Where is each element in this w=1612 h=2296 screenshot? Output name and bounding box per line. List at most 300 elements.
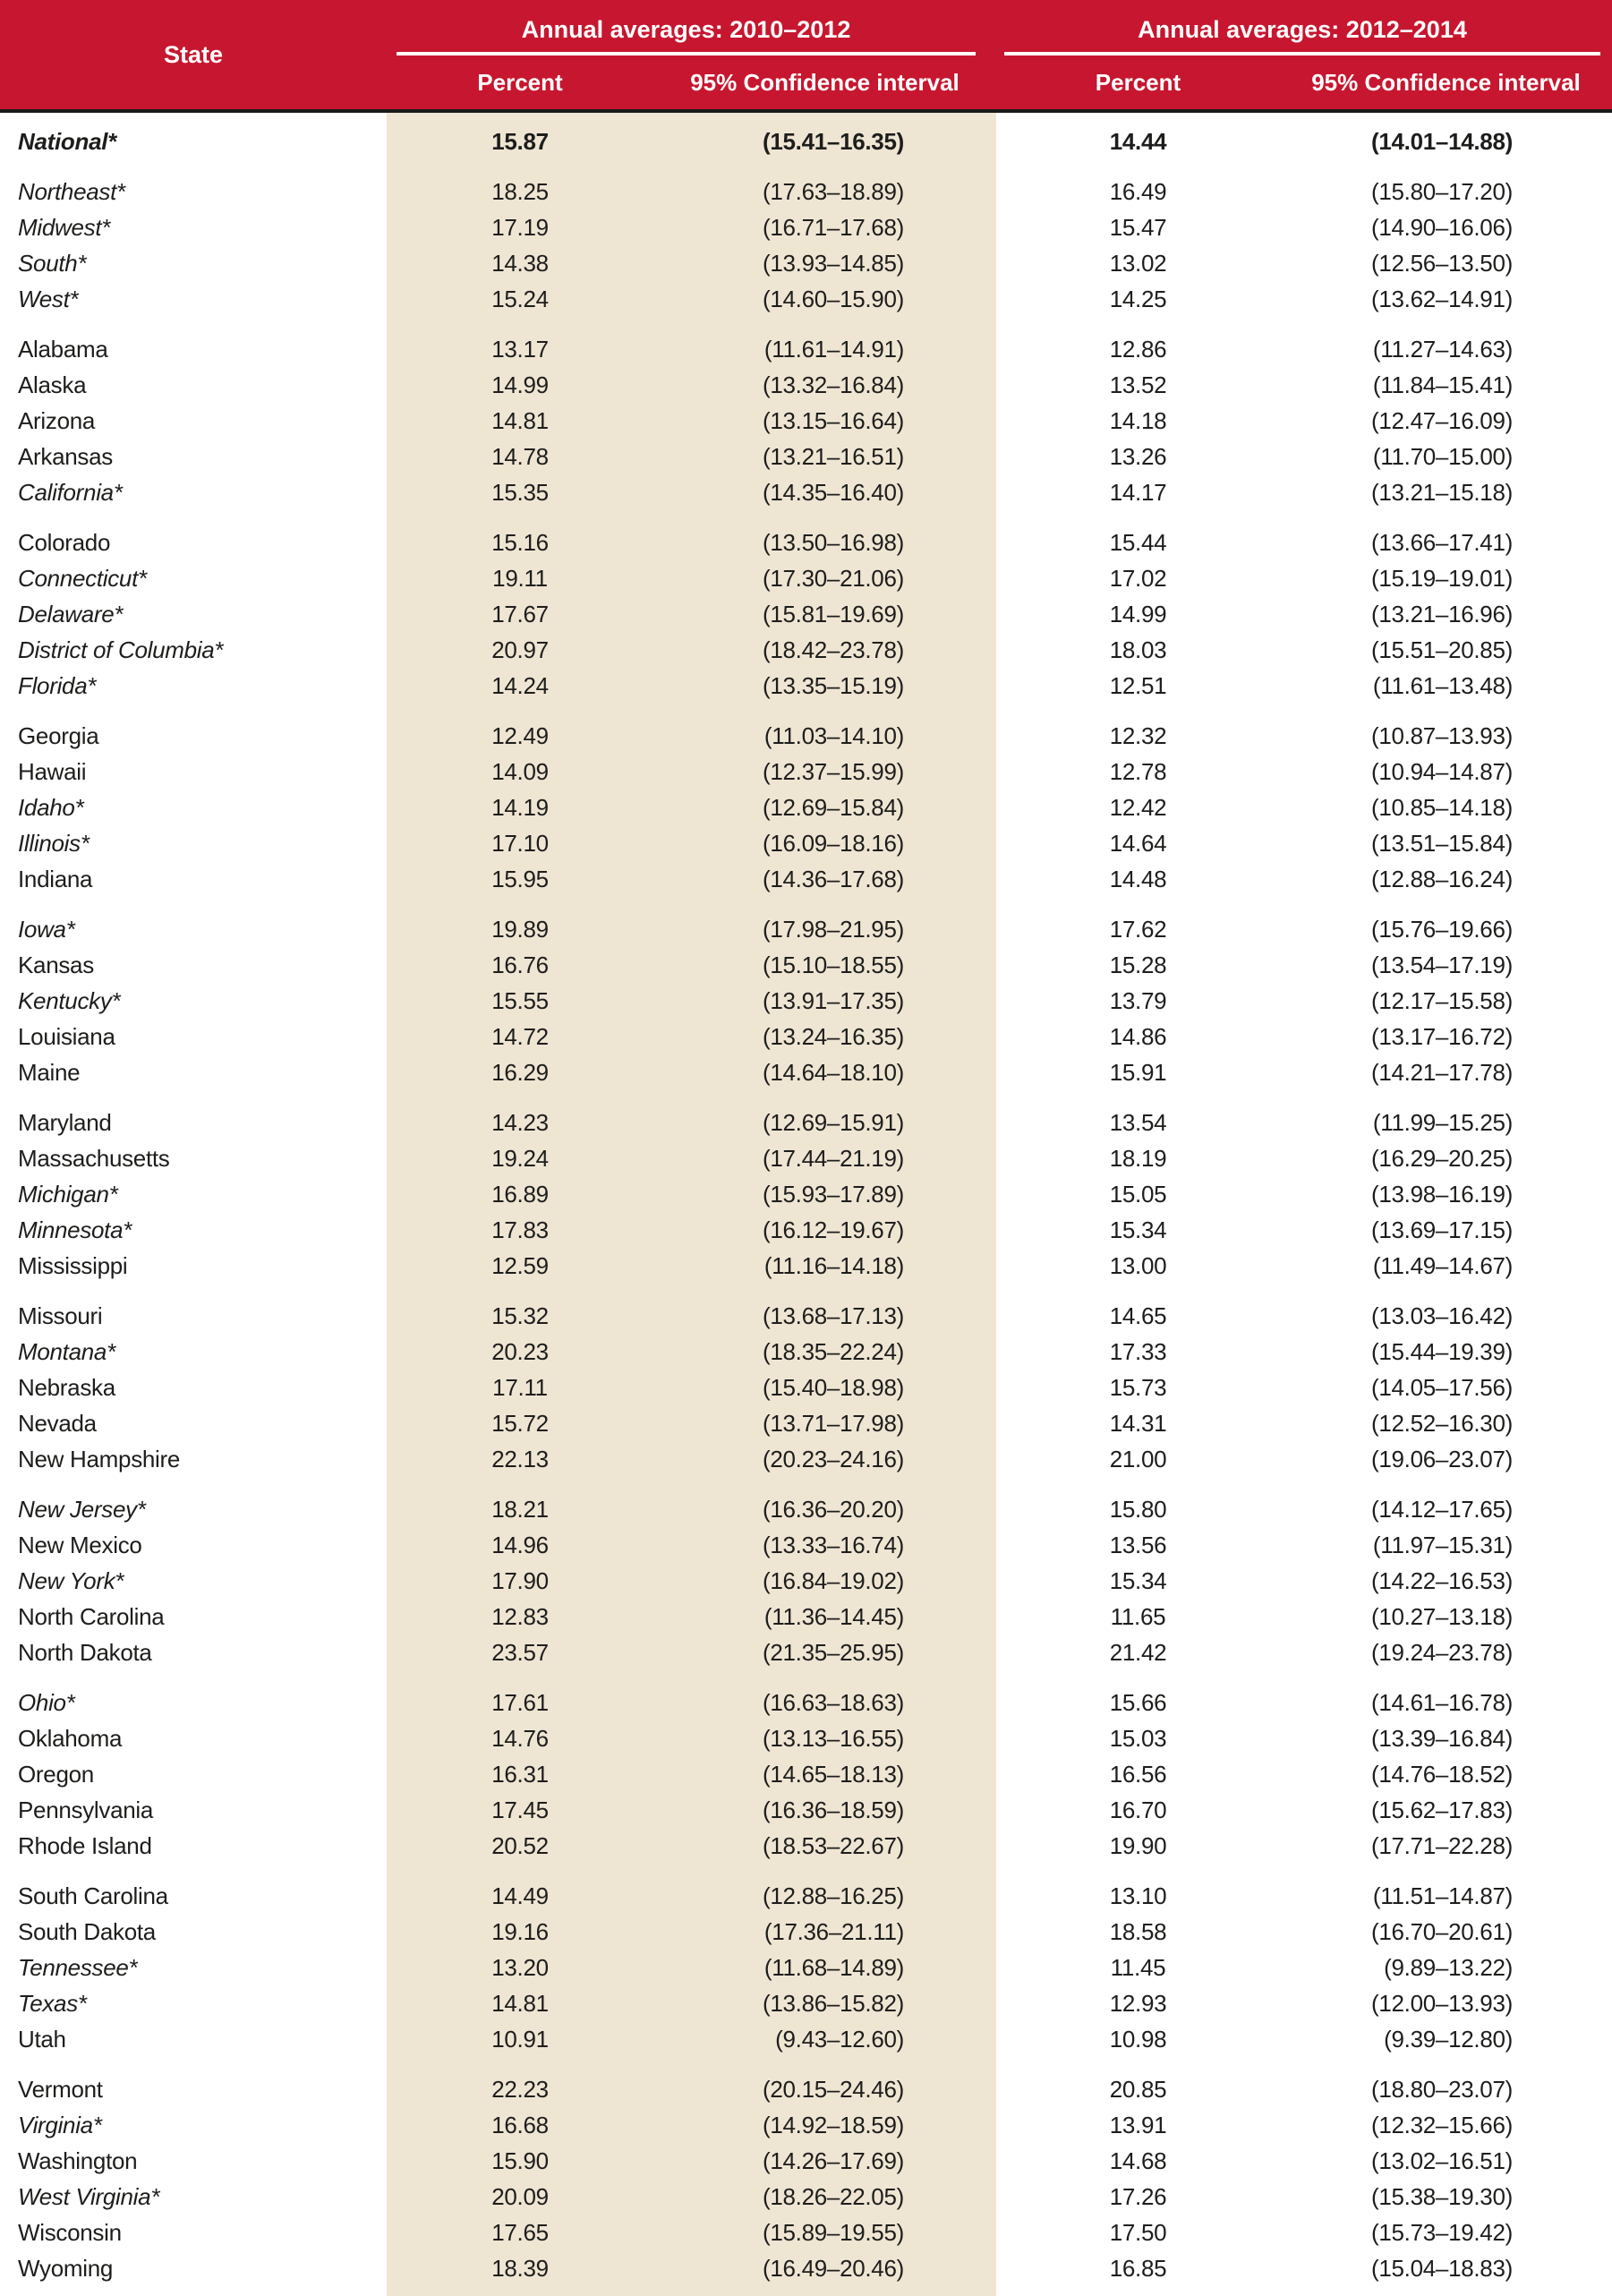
percent-2012-2014: 13.26 (1109, 442, 1167, 470)
state-name: Rhode Island (18, 1831, 152, 1859)
table-row (0, 1720, 1612, 1756)
percent-2010-2012: 22.23 (491, 2075, 549, 2103)
percent-2012-2014: 12.42 (1109, 793, 1167, 821)
table-row (0, 1878, 1612, 1914)
percent-2012-2014: 12.86 (1109, 335, 1167, 363)
confidence-interval-2010-2012: (13.15–16.64) (762, 406, 904, 434)
percent-2012-2014: 11.45 (1110, 1953, 1166, 1981)
state-name: Maine (18, 1058, 81, 1086)
percent-2012-2014: 11.65 (1110, 1602, 1166, 1630)
percent-2010-2012: 15.95 (491, 865, 549, 892)
table-row (0, 474, 1612, 510)
percent-2012-2014: 15.05 (1109, 1180, 1167, 1208)
confidence-interval-2012-2014: (12.56–13.50) (1370, 249, 1513, 277)
percent-2012-2014: 15.03 (1109, 1724, 1167, 1752)
confidence-interval-2012-2014: (17.71–22.28) (1370, 1831, 1513, 1859)
confidence-interval-2010-2012: (16.71–17.68) (762, 213, 904, 241)
group-header-label: Annual averages: 2012–2014 (1138, 16, 1467, 43)
confidence-interval-2012-2014: (10.27–13.18) (1370, 1602, 1513, 1630)
confidence-interval-2012-2014: (13.51–15.84) (1370, 829, 1513, 857)
table-row (0, 2250, 1612, 2286)
percent-2012-2014: 13.10 (1109, 1882, 1167, 1909)
percent-2010-2012: 18.25 (491, 177, 549, 205)
confidence-interval-2010-2012: (17.98–21.95) (762, 915, 904, 943)
table-row (0, 947, 1612, 983)
percent-2010-2012: 17.83 (491, 1216, 549, 1243)
percent-2012-2014: 14.99 (1109, 600, 1167, 627)
confidence-interval-2012-2014: (11.49–14.67) (1372, 1251, 1513, 1279)
percent-2012-2014: 21.42 (1109, 1638, 1167, 1666)
percent-2012-2014: 14.44 (1109, 127, 1167, 155)
confidence-interval-2012-2014: (16.70–20.61) (1370, 1917, 1513, 1945)
table-row (0, 367, 1612, 403)
confidence-interval-2010-2012: (14.92–18.59) (762, 2111, 904, 2138)
table-body (0, 124, 1612, 2286)
state-name: Nebraska (18, 1373, 115, 1401)
table-row (0, 1491, 1612, 1527)
confidence-interval-2010-2012: (16.12–19.67) (762, 1216, 904, 1243)
table-row (0, 790, 1612, 825)
ci-column-header-2010-2012: 95% Confidence interval (690, 68, 960, 96)
confidence-interval-2012-2014: (11.84–15.41) (1372, 371, 1513, 398)
percent-2012-2014: 18.19 (1109, 1144, 1167, 1172)
percent-2010-2012: 15.35 (491, 478, 549, 506)
table-header (0, 0, 1612, 113)
percent-2010-2012: 20.09 (491, 2182, 549, 2210)
percent-2010-2012: 14.49 (491, 1882, 549, 1909)
confidence-interval-2010-2012: (15.89–19.55) (762, 2218, 904, 2246)
table-row (0, 1985, 1612, 2021)
confidence-interval-2010-2012: (11.61–14.91) (763, 335, 904, 363)
confidence-interval-2012-2014: (14.22–16.53) (1370, 1566, 1513, 1594)
percent-2010-2012: 14.76 (491, 1724, 549, 1752)
confidence-interval-2012-2014: (15.51–20.85) (1370, 636, 1513, 663)
table-row (0, 1441, 1612, 1477)
confidence-interval-2010-2012: (13.93–14.85) (762, 249, 904, 277)
confidence-interval-2012-2014: (15.62–17.83) (1370, 1796, 1513, 1823)
confidence-interval-2012-2014: (12.47–16.09) (1370, 406, 1513, 434)
confidence-interval-2010-2012: (11.16–14.18) (763, 1251, 904, 1279)
confidence-interval-2012-2014: (14.12–17.65) (1370, 1495, 1513, 1523)
confidence-interval-2012-2014: (11.51–14.87) (1372, 1882, 1513, 1909)
state-name: Missouri (18, 1302, 103, 1329)
state-name: Northeast* (18, 177, 125, 205)
confidence-interval-2012-2014: (9.89–13.22) (1384, 1953, 1513, 1981)
percent-2012-2014: 14.48 (1109, 865, 1167, 892)
state-name: Tennessee* (18, 1953, 138, 1981)
confidence-interval-2010-2012: (14.35–16.40) (762, 478, 904, 506)
confidence-interval-2012-2014: (15.38–19.30) (1370, 2182, 1513, 2210)
percent-2012-2014: 13.56 (1109, 1531, 1167, 1558)
state-name: Connecticut* (18, 564, 147, 592)
percent-2012-2014: 13.79 (1109, 986, 1167, 1014)
confidence-interval-2010-2012: (15.40–18.98) (762, 1373, 904, 1401)
percent-2010-2012: 15.24 (491, 285, 549, 312)
state-name: South* (18, 249, 87, 277)
ci-column-header-2012-2014: 95% Confidence interval (1311, 68, 1581, 96)
percent-2012-2014: 14.18 (1109, 406, 1167, 434)
table-row (0, 174, 1612, 209)
table-row (0, 1334, 1612, 1370)
confidence-interval-2010-2012: (20.23–24.16) (762, 1445, 904, 1472)
confidence-interval-2012-2014: (19.06–23.07) (1370, 1445, 1513, 1472)
percent-2012-2014: 17.26 (1109, 2182, 1167, 2210)
confidence-interval-2010-2012: (16.49–20.46) (762, 2254, 904, 2282)
state-name: Kentucky* (18, 986, 121, 1014)
table-row (0, 668, 1612, 704)
confidence-interval-2010-2012: (12.69–15.84) (762, 793, 904, 821)
table-row (0, 245, 1612, 281)
state-column-header: State (163, 40, 224, 68)
confidence-interval-2010-2012: (15.93–17.89) (762, 1180, 904, 1208)
percent-2010-2012: 23.57 (491, 1638, 549, 1666)
table-row (0, 1054, 1612, 1090)
table-row (0, 1599, 1612, 1635)
percent-2010-2012: 17.19 (491, 213, 549, 241)
percent-2010-2012: 17.65 (491, 2218, 549, 2246)
state-name: New Mexico (18, 1531, 142, 1558)
table-row (0, 1176, 1612, 1212)
percent-2012-2014: 20.85 (1109, 2075, 1167, 2103)
state-name: Louisiana (18, 1022, 115, 1050)
percent-2012-2014: 17.62 (1109, 915, 1167, 943)
confidence-interval-2012-2014: (19.24–23.78) (1370, 1638, 1513, 1666)
confidence-interval-2010-2012: (11.03–14.10) (763, 721, 904, 749)
percent-2012-2014: 13.02 (1109, 249, 1167, 277)
table-row (0, 403, 1612, 439)
state-name: Georgia (18, 721, 99, 749)
state-name: Delaware* (18, 600, 124, 627)
confidence-interval-2010-2012: (16.63–18.63) (762, 1688, 904, 1716)
confidence-interval-2010-2012: (14.64–18.10) (762, 1058, 904, 1086)
confidence-interval-2010-2012: (13.33–16.74) (762, 1531, 904, 1558)
confidence-interval-2010-2012: (14.65–18.13) (762, 1760, 904, 1788)
percent-2010-2012: 18.21 (491, 1495, 549, 1523)
percent-2012-2014: 12.93 (1109, 1989, 1167, 2017)
percent-2010-2012: 19.11 (492, 564, 548, 592)
percent-2010-2012: 20.23 (491, 1337, 549, 1365)
percent-2012-2014: 14.65 (1109, 1302, 1167, 1329)
confidence-interval-2012-2014: (12.00–13.93) (1370, 1989, 1513, 2017)
state-name: New Hampshire (18, 1445, 181, 1472)
table-row (0, 1828, 1612, 1864)
state-name: South Dakota (18, 1917, 156, 1945)
confidence-interval-2012-2014: (14.01–14.88) (1370, 127, 1513, 155)
confidence-interval-2010-2012: (12.88–16.25) (762, 1882, 904, 1909)
state-name: Wisconsin (18, 2218, 122, 2246)
table-row (0, 596, 1612, 632)
percent-2012-2014: 12.32 (1109, 721, 1167, 749)
percent-2012-2014: 13.00 (1109, 1251, 1167, 1279)
percent-2012-2014: 15.66 (1109, 1688, 1167, 1716)
confidence-interval-2010-2012: (17.44–21.19) (762, 1144, 904, 1172)
state-name: Maryland (18, 1108, 112, 1136)
confidence-interval-2010-2012: (17.63–18.89) (762, 177, 904, 205)
table-row (0, 124, 1612, 159)
confidence-interval-2012-2014: (14.90–16.06) (1370, 213, 1513, 241)
state-name: Montana* (18, 1337, 115, 1365)
percent-2012-2014: 10.98 (1109, 2025, 1167, 2053)
percent-2010-2012: 15.16 (491, 528, 549, 556)
state-name: Oklahoma (18, 1724, 123, 1752)
confidence-interval-2012-2014: (13.39–16.84) (1370, 1724, 1513, 1752)
percent-2012-2014: 14.68 (1109, 2147, 1167, 2174)
percent-2010-2012: 15.90 (491, 2147, 549, 2174)
confidence-interval-2010-2012: (13.35–15.19) (762, 671, 904, 699)
confidence-interval-2010-2012: (18.26–22.05) (762, 2182, 904, 2210)
state-name: Indiana (18, 865, 93, 892)
percent-2010-2012: 17.11 (492, 1373, 548, 1401)
percent-2010-2012: 22.13 (491, 1445, 549, 1472)
table-row (0, 525, 1612, 560)
percent-2012-2014: 18.03 (1109, 636, 1167, 663)
confidence-interval-2012-2014: (11.70–15.00) (1372, 442, 1513, 470)
percent-2012-2014: 15.91 (1109, 1058, 1167, 1086)
table-row (0, 281, 1612, 317)
confidence-interval-2010-2012: (20.15–24.46) (762, 2075, 904, 2103)
confidence-interval-2012-2014: (9.39–12.80) (1384, 2025, 1513, 2053)
table-row (0, 1756, 1612, 1792)
percent-2010-2012: 16.68 (491, 2111, 549, 2138)
confidence-interval-2010-2012: (13.13–16.55) (762, 1724, 904, 1752)
percent-2010-2012: 12.59 (491, 1251, 549, 1279)
state-name: West* (18, 285, 79, 312)
confidence-interval-2012-2014: (15.04–18.83) (1370, 2254, 1513, 2282)
percent-2012-2014: 16.56 (1109, 1760, 1167, 1788)
state-name: District of Columbia* (18, 636, 224, 663)
table-row (0, 1019, 1612, 1054)
confidence-interval-2010-2012: (15.81–19.69) (762, 600, 904, 627)
table-row (0, 1405, 1612, 1441)
percent-2012-2014: 14.25 (1109, 285, 1167, 312)
state-name: National* (18, 127, 116, 155)
percent-2010-2012: 18.39 (491, 2254, 549, 2282)
percent-2012-2014: 14.86 (1109, 1022, 1167, 1050)
confidence-interval-2010-2012: (13.91–17.35) (762, 986, 904, 1014)
state-name: Utah (18, 2025, 66, 2053)
confidence-interval-2010-2012: (11.68–14.89) (763, 1953, 904, 1981)
state-name: Virginia* (18, 2111, 102, 2138)
confidence-interval-2010-2012: (17.36–21.11) (763, 1917, 904, 1945)
table-row (0, 1298, 1612, 1334)
percent-2012-2014: 14.64 (1109, 829, 1167, 857)
confidence-interval-2012-2014: (13.17–16.72) (1370, 1022, 1513, 1050)
table-row (0, 861, 1612, 897)
confidence-interval-2012-2014: (13.21–15.18) (1370, 478, 1513, 506)
confidence-interval-2012-2014: (14.61–16.78) (1370, 1688, 1513, 1716)
percent-2010-2012: 16.76 (491, 951, 549, 978)
percent-2012-2014: 15.28 (1109, 951, 1167, 978)
percent-2010-2012: 14.78 (491, 442, 549, 470)
percent-2012-2014: 15.80 (1109, 1495, 1167, 1523)
percent-2010-2012: 12.49 (491, 721, 549, 749)
percent-column-header-2012-2014: Percent (1095, 68, 1181, 96)
table-row (0, 1792, 1612, 1828)
table-row (0, 632, 1612, 668)
confidence-interval-2012-2014: (13.69–17.15) (1370, 1216, 1513, 1243)
confidence-interval-2012-2014: (10.94–14.87) (1370, 757, 1513, 785)
state-name: Michigan* (18, 1180, 118, 1208)
confidence-interval-2010-2012: (14.36–17.68) (762, 865, 904, 892)
table-row (0, 2179, 1612, 2215)
table-row (0, 2107, 1612, 2143)
confidence-interval-2012-2014: (11.27–14.63) (1372, 335, 1513, 363)
table-row (0, 718, 1612, 754)
percent-2012-2014: 12.51 (1109, 671, 1167, 699)
confidence-interval-2010-2012: (16.09–18.16) (762, 829, 904, 857)
percent-2012-2014: 18.58 (1109, 1917, 1167, 1945)
state-name: South Carolina (18, 1882, 168, 1909)
table-row (0, 209, 1612, 245)
percent-2012-2014: 19.90 (1109, 1831, 1167, 1859)
confidence-interval-2012-2014: (11.97–15.31) (1372, 1531, 1513, 1558)
percent-2010-2012: 17.61 (491, 1688, 549, 1716)
state-name: Wyoming (18, 2254, 114, 2282)
percent-2012-2014: 14.17 (1109, 478, 1167, 506)
confidence-interval-2010-2012: (14.26–17.69) (762, 2147, 904, 2174)
percent-2010-2012: 19.16 (491, 1917, 549, 1945)
table-row (0, 1950, 1612, 1985)
confidence-interval-2012-2014: (11.61–13.48) (1372, 671, 1513, 699)
confidence-interval-2012-2014: (13.66–17.41) (1370, 528, 1513, 556)
table-row (0, 911, 1612, 947)
state-name: Illinois* (18, 829, 90, 857)
percent-2012-2014: 13.54 (1109, 1108, 1167, 1136)
percent-2012-2014: 16.49 (1109, 177, 1167, 205)
confidence-interval-2010-2012: (18.35–22.24) (762, 1337, 904, 1365)
confidence-interval-2012-2014: (12.52–16.30) (1370, 1409, 1513, 1437)
percent-column-header-2010-2012: Percent (477, 68, 563, 96)
state-name: Vermont (18, 2075, 103, 2103)
confidence-interval-2012-2014: (11.99–15.25) (1372, 1108, 1513, 1136)
percent-2010-2012: 15.87 (491, 127, 549, 155)
table-row (0, 1635, 1612, 1670)
percent-2012-2014: 13.91 (1109, 2111, 1167, 2138)
percent-2010-2012: 17.10 (491, 829, 549, 857)
percent-2010-2012: 14.81 (491, 1989, 549, 2017)
table-row (0, 1685, 1612, 1720)
percent-2010-2012: 16.89 (491, 1180, 549, 1208)
confidence-interval-2010-2012: (21.35–25.95) (762, 1638, 904, 1666)
confidence-interval-2010-2012: (15.10–18.55) (762, 951, 904, 978)
table-row (0, 2021, 1612, 2057)
state-name: Alabama (18, 335, 108, 363)
table-row (0, 983, 1612, 1019)
state-name: Florida* (18, 671, 97, 699)
confidence-interval-2010-2012: (13.68–17.13) (762, 1302, 904, 1329)
confidence-interval-2012-2014: (18.80–23.07) (1370, 2075, 1513, 2103)
percent-2012-2014: 15.44 (1109, 528, 1167, 556)
state-name: New Jersey* (18, 1495, 146, 1523)
confidence-interval-2012-2014: (15.80–17.20) (1370, 177, 1513, 205)
table-row (0, 439, 1612, 474)
percent-2010-2012: 17.45 (491, 1796, 549, 1823)
state-name: Iowa* (18, 915, 75, 943)
state-name: West Virginia* (18, 2182, 160, 2210)
confidence-interval-2012-2014: (13.03–16.42) (1370, 1302, 1513, 1329)
state-name: Midwest* (18, 213, 111, 241)
confidence-interval-2012-2014: (15.19–19.01) (1370, 564, 1513, 592)
percent-2010-2012: 14.72 (491, 1022, 549, 1050)
table-row (0, 331, 1612, 367)
percent-2012-2014: 15.47 (1109, 213, 1167, 241)
percent-2012-2014: 17.50 (1109, 2218, 1167, 2246)
confidence-interval-2012-2014: (13.21–16.96) (1370, 600, 1513, 627)
confidence-interval-2012-2014: (15.76–19.66) (1370, 915, 1513, 943)
percent-2012-2014: 21.00 (1109, 1445, 1167, 1472)
state-name: Arkansas (18, 442, 113, 470)
percent-2010-2012: 20.52 (491, 1831, 549, 1859)
confidence-interval-2010-2012: (13.32–16.84) (762, 371, 904, 398)
table-row (0, 1914, 1612, 1950)
confidence-interval-2010-2012: (16.36–18.59) (762, 1796, 904, 1823)
table-row (0, 1370, 1612, 1405)
state-name: Oregon (18, 1760, 94, 1788)
group-header-label: Annual averages: 2010–2012 (521, 16, 851, 43)
percent-2010-2012: 13.17 (491, 335, 549, 363)
state-name: Mississippi (18, 1251, 128, 1279)
group-header-2010-2012 (397, 0, 976, 55)
confidence-interval-2010-2012: (16.36–20.20) (762, 1495, 904, 1523)
confidence-interval-2010-2012: (18.53–22.67) (762, 1831, 904, 1859)
confidence-interval-2012-2014: (15.73–19.42) (1370, 2218, 1513, 2246)
percent-2012-2014: 15.73 (1109, 1373, 1167, 1401)
confidence-interval-2012-2014: (13.54–17.19) (1370, 951, 1513, 978)
percent-2010-2012: 14.81 (491, 406, 549, 434)
percent-2010-2012: 16.29 (491, 1058, 549, 1086)
confidence-interval-2012-2014: (14.21–17.78) (1370, 1058, 1513, 1086)
table-row (0, 2215, 1612, 2250)
table-row (0, 1563, 1612, 1599)
state-name: Alaska (18, 371, 87, 398)
confidence-interval-2010-2012: (17.30–21.06) (762, 564, 904, 592)
confidence-interval-2010-2012: (13.50–16.98) (762, 528, 904, 556)
percent-2010-2012: 14.96 (491, 1531, 549, 1558)
confidence-interval-2012-2014: (12.17–15.58) (1370, 986, 1513, 1014)
table-body-wrap (0, 113, 1612, 2296)
confidence-interval-2012-2014: (14.76–18.52) (1370, 1760, 1513, 1788)
confidence-interval-2012-2014: (15.44–19.39) (1370, 1337, 1513, 1365)
percent-2010-2012: 10.91 (491, 2025, 549, 2053)
confidence-interval-2010-2012: (13.24–16.35) (762, 1022, 904, 1050)
confidence-interval-2012-2014: (10.87–13.93) (1370, 721, 1513, 749)
state-name: Nevada (18, 1409, 97, 1437)
state-name: North Carolina (18, 1602, 165, 1630)
state-name: New York* (18, 1566, 124, 1594)
table-row (0, 1140, 1612, 1176)
percent-2010-2012: 13.20 (491, 1953, 549, 1981)
table-row (0, 1105, 1612, 1140)
table-row (0, 1527, 1612, 1563)
percent-2010-2012: 14.38 (491, 249, 549, 277)
state-name: Texas* (18, 1989, 87, 2017)
percent-2010-2012: 15.32 (491, 1302, 549, 1329)
percent-2010-2012: 14.24 (491, 671, 549, 699)
percent-2010-2012: 14.19 (491, 793, 549, 821)
percent-2010-2012: 14.23 (491, 1108, 549, 1136)
confidence-interval-2012-2014: (12.88–16.24) (1370, 865, 1513, 892)
percent-2010-2012: 16.31 (491, 1760, 549, 1788)
confidence-interval-2010-2012: (11.36–14.45) (763, 1602, 904, 1630)
percent-2012-2014: 17.33 (1109, 1337, 1167, 1365)
percent-2012-2014: 17.02 (1109, 564, 1167, 592)
table-row (0, 1212, 1612, 1248)
percent-2010-2012: 20.97 (491, 636, 549, 663)
percent-2012-2014: 14.31 (1109, 1409, 1167, 1437)
percent-2010-2012: 19.89 (491, 915, 549, 943)
state-name: Pennsylvania (18, 1796, 154, 1823)
percent-2012-2014: 13.52 (1109, 371, 1167, 398)
